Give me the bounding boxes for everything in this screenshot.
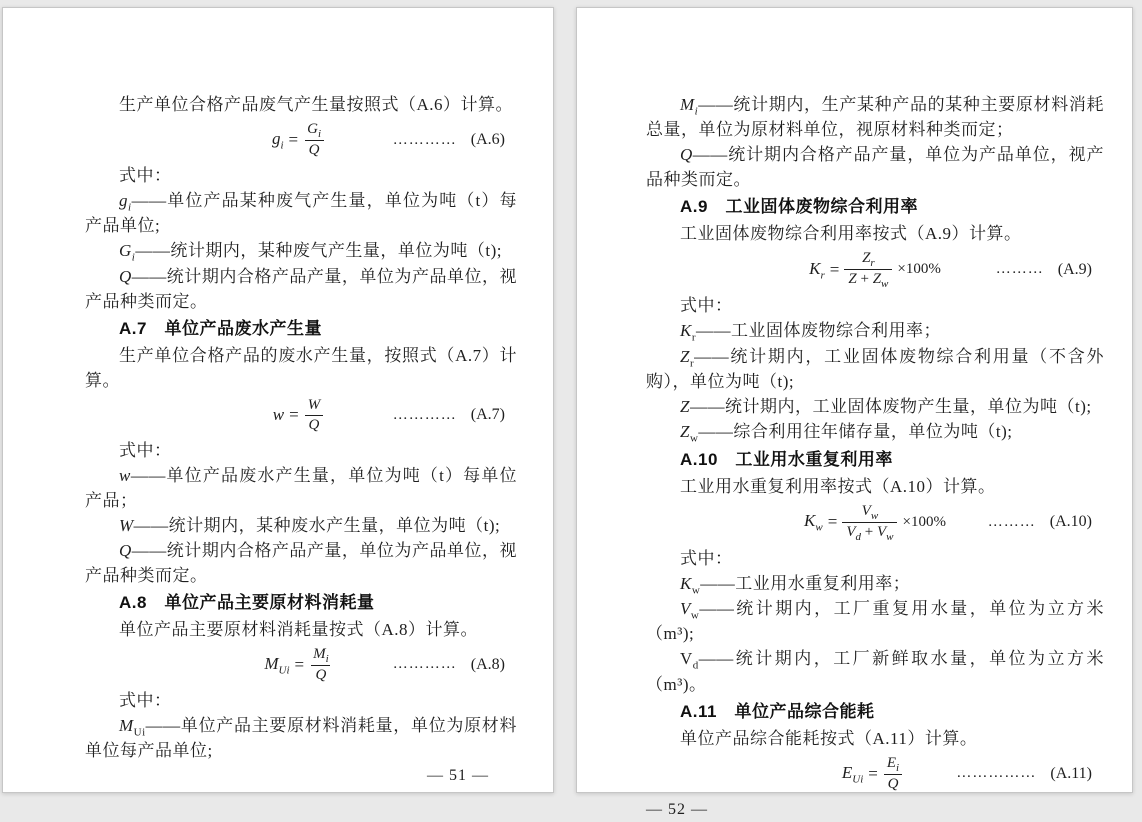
dot-leaders: ………… bbox=[392, 656, 457, 673]
formula-token: Z bbox=[680, 346, 690, 366]
formula-a9 bbox=[646, 249, 1104, 290]
formula-token: w bbox=[691, 583, 701, 596]
formula-token: Z bbox=[872, 271, 882, 288]
fraction-denominator bbox=[311, 665, 330, 685]
definition-line bbox=[646, 419, 1104, 444]
formula-token: M bbox=[264, 653, 279, 673]
formula-token: M bbox=[680, 95, 695, 114]
formula-label: (A.6) bbox=[470, 131, 505, 148]
formula-token: K bbox=[804, 510, 816, 530]
formula-token: Ui bbox=[278, 663, 290, 676]
definition-line bbox=[85, 238, 517, 263]
definition-text: ——统计期内，某种废气产生量，单位为吨（t); bbox=[135, 241, 502, 261]
formula-token: r bbox=[820, 269, 825, 282]
definition-term bbox=[680, 649, 699, 672]
formula-tail bbox=[393, 131, 505, 149]
definition-term bbox=[119, 541, 132, 560]
definition-term bbox=[680, 321, 697, 344]
formula-token: g bbox=[119, 191, 128, 210]
definition-text: ——单位产品废水产生量，单位为吨（t）每单位产品； bbox=[85, 465, 517, 510]
formula-token: V bbox=[846, 523, 856, 540]
formula-expression bbox=[809, 249, 941, 290]
formula-lhs bbox=[809, 259, 825, 281]
formula-token: i bbox=[317, 128, 322, 140]
dot-leaders: …………… bbox=[956, 765, 1037, 782]
section-heading-a7: A.7 单位产品废水产生量 bbox=[119, 318, 322, 338]
definition-line bbox=[85, 264, 517, 314]
formula-expression bbox=[842, 754, 908, 794]
definition-term bbox=[680, 346, 695, 370]
definition-line bbox=[85, 513, 517, 538]
formula-expression bbox=[804, 502, 946, 543]
formula-token: d bbox=[855, 530, 861, 543]
equals-sign: = bbox=[294, 654, 305, 674]
formula-token: M bbox=[119, 715, 134, 735]
formula-token: w bbox=[886, 530, 894, 543]
definition-line bbox=[85, 463, 517, 513]
definition-text: ——统计期内，工厂重复用水量，单位为立方米（m³); bbox=[646, 598, 1104, 644]
paragraph: 式中： bbox=[119, 440, 172, 460]
definition-line bbox=[646, 318, 1104, 343]
paragraph: 生产单位合格产品的废水产生量，按照式（A.7）计算。 bbox=[85, 345, 517, 390]
dot-leaders: ……… bbox=[987, 513, 1036, 530]
formula-suffix: ×100% bbox=[897, 261, 941, 278]
formula-tail bbox=[996, 261, 1092, 279]
formula-tail bbox=[393, 406, 505, 424]
fraction-numerator bbox=[304, 396, 325, 415]
fraction-denominator bbox=[844, 269, 892, 290]
formula-token: E bbox=[841, 762, 853, 782]
page-number: — 52 — bbox=[646, 800, 708, 818]
fraction bbox=[842, 502, 897, 543]
definition-text: ——统计期内，工厂新鲜取水量，单位为立方米（m³)。 bbox=[646, 649, 1104, 694]
formula-token: V bbox=[680, 649, 693, 669]
dot-leaders: ……… bbox=[995, 261, 1044, 278]
formula-label: (A.7) bbox=[470, 406, 505, 424]
fraction bbox=[883, 754, 903, 794]
formula-token: Q bbox=[887, 775, 899, 792]
formula-a10 bbox=[646, 502, 1104, 543]
formula-label: (A.10) bbox=[1049, 513, 1092, 531]
page-52 bbox=[576, 7, 1133, 818]
fraction bbox=[309, 645, 333, 685]
equals-sign: = bbox=[827, 512, 838, 532]
definition-text: ——工业用水重复利用率； bbox=[700, 573, 911, 593]
paragraph: 式中： bbox=[119, 690, 172, 710]
formula-token: r bbox=[870, 257, 875, 270]
formula-lhs bbox=[804, 511, 823, 533]
formula-token: M bbox=[313, 645, 326, 662]
section-heading-a10: A.10 工业用水重复利用率 bbox=[680, 449, 893, 469]
formula-token: V bbox=[680, 598, 691, 618]
definition-term bbox=[119, 715, 146, 739]
formula-token: d bbox=[692, 659, 699, 672]
formula-token: w bbox=[815, 521, 823, 534]
formula-token: Z bbox=[680, 397, 690, 417]
formula-token: i bbox=[694, 105, 699, 118]
definition-text: ——综合利用往年储存量，单位为吨（t); bbox=[698, 422, 1013, 442]
formula-tail bbox=[988, 513, 1092, 531]
formula-token: w bbox=[119, 465, 131, 485]
formula-token: K bbox=[680, 321, 692, 341]
fraction-numerator bbox=[858, 249, 879, 269]
formula-lhs bbox=[264, 654, 289, 676]
paragraph: 式中： bbox=[680, 548, 733, 568]
formula-token: K bbox=[809, 258, 821, 278]
formula-label: (A.9) bbox=[1057, 260, 1092, 278]
definition-text: ——单位产品主要原材料消耗量，单位为原材料单位每产品单位; bbox=[85, 715, 517, 761]
paragraph: 工业用水重复利用率按式（A.10）计算。 bbox=[680, 476, 996, 496]
formula-token: Q bbox=[119, 540, 132, 560]
formula-token: w bbox=[870, 509, 879, 522]
paragraph: 工业固体废物综合利用率按式（A.9）计算。 bbox=[680, 224, 1022, 244]
formula-token: i bbox=[128, 201, 132, 214]
fraction-numerator bbox=[309, 645, 333, 665]
definition-line bbox=[646, 596, 1104, 646]
fraction-denominator bbox=[305, 140, 324, 160]
definition-term bbox=[680, 397, 690, 416]
definition-line bbox=[646, 394, 1104, 419]
formula-token: w bbox=[690, 609, 700, 622]
formula-tail bbox=[956, 765, 1092, 783]
definition-text: ——统计期内，某种废水产生量，单位为吨（t); bbox=[133, 515, 501, 535]
formula-token: Z bbox=[680, 422, 690, 442]
formula-token: K bbox=[680, 573, 692, 593]
formula-label: (A.11) bbox=[1050, 764, 1092, 782]
formula-token: V bbox=[861, 502, 871, 519]
equals-sign: = bbox=[288, 130, 299, 149]
definition-term bbox=[680, 573, 701, 596]
formula-token: Q bbox=[119, 266, 132, 286]
formula-token: W bbox=[119, 515, 134, 535]
paragraph: 式中： bbox=[119, 166, 172, 185]
formula-token: Q bbox=[315, 666, 327, 683]
paragraph: 生产单位合格产品废气产生量按照式（A.6）计算。 bbox=[119, 95, 514, 114]
formula-token: G bbox=[307, 121, 318, 137]
definition-line bbox=[85, 538, 517, 588]
equals-sign: = bbox=[289, 405, 299, 425]
dot-leaders: ………… bbox=[392, 131, 457, 148]
definition-text: ——统计期内，生产某种产品的某种主要原材料消耗总量，单位为原材料单位，视原材料种类而定； bbox=[646, 95, 1104, 140]
definition-line bbox=[85, 188, 517, 238]
definition-line bbox=[646, 571, 1104, 596]
fraction-denominator bbox=[842, 522, 897, 543]
definition-line bbox=[85, 713, 517, 763]
definition-term bbox=[680, 95, 699, 118]
formula-token: i bbox=[325, 652, 329, 665]
definition-term bbox=[119, 516, 134, 535]
definition-term bbox=[680, 598, 700, 622]
definition-term bbox=[119, 241, 136, 264]
formula-token: + bbox=[861, 523, 877, 540]
formula-label: (A.8) bbox=[470, 655, 505, 673]
section-heading-a8: A.8 单位产品主要原材料消耗量 bbox=[119, 592, 375, 612]
definition-text: ——统计期内合格产品产量，单位为产品单位，视产品种类而定。 bbox=[85, 266, 517, 311]
formula-expression bbox=[273, 396, 329, 435]
formula-token: + bbox=[856, 271, 873, 288]
formula-token: Z bbox=[848, 271, 857, 288]
formula-token: Q bbox=[680, 145, 693, 165]
definition-text: ——统计期内合格产品产量，单位为产品单位，视产品种类而定。 bbox=[646, 145, 1104, 190]
equals-sign: = bbox=[868, 763, 878, 783]
definition-text: ——统计期内合格产品产量，单位为产品单位，视产品种类而定。 bbox=[85, 540, 517, 585]
definition-text: ——统计期内，工业固体废物综合利用量（不含外购），单位为吨（t); bbox=[646, 346, 1104, 392]
formula-expression bbox=[264, 645, 337, 685]
formula-token: W bbox=[307, 396, 321, 413]
fraction-denominator bbox=[884, 774, 903, 794]
section-heading-a11: A.11 单位产品综合能耗 bbox=[680, 701, 875, 721]
formula-a11 bbox=[646, 754, 1104, 794]
formula-suffix: ×100% bbox=[902, 513, 946, 530]
definition-text: ——工业固体废物综合利用率； bbox=[696, 321, 942, 341]
formula-token: i bbox=[280, 139, 284, 152]
definition-text: ——统计期内，工业固体废物产生量，单位为吨（t); bbox=[689, 397, 1092, 417]
formula-token: Z bbox=[862, 250, 871, 267]
formula-token: i bbox=[131, 251, 136, 264]
formula-token: r bbox=[689, 357, 695, 370]
paragraph: 单位产品综合能耗按式（A.11）计算。 bbox=[680, 728, 978, 748]
definition-term bbox=[680, 422, 699, 445]
formula-token: g bbox=[271, 128, 281, 148]
formula-token: V bbox=[876, 523, 887, 540]
definition-term bbox=[119, 267, 132, 286]
equals-sign: = bbox=[829, 259, 840, 279]
definition-text: ——单位产品某种废气产生量，单位为吨（t）每产品单位; bbox=[85, 191, 517, 236]
formula-lhs bbox=[272, 129, 284, 151]
page-51 bbox=[2, 7, 554, 793]
dot-leaders: ………… bbox=[392, 406, 457, 423]
formula-token: w bbox=[689, 432, 699, 445]
formula-token: G bbox=[119, 241, 132, 261]
definition-line bbox=[646, 142, 1104, 192]
paragraph: 式中： bbox=[680, 296, 733, 316]
formula-token: E bbox=[886, 754, 897, 771]
definition-term bbox=[119, 191, 132, 214]
formula-token: Ui bbox=[133, 726, 146, 739]
formula-token: w bbox=[881, 278, 889, 291]
fraction bbox=[844, 249, 892, 290]
paragraph: 单位产品主要原材料消耗量按式（A.8）计算。 bbox=[119, 619, 479, 639]
formula-a6 bbox=[85, 120, 517, 160]
formula-token: r bbox=[691, 331, 697, 344]
formula-token: Q bbox=[308, 416, 320, 433]
formula-token: i bbox=[896, 761, 900, 774]
formula-lhs bbox=[273, 405, 284, 425]
definition-term bbox=[119, 466, 131, 485]
formula-a7 bbox=[85, 396, 517, 435]
formula-lhs bbox=[842, 763, 863, 785]
fraction-numerator bbox=[883, 754, 903, 774]
definition-line bbox=[646, 344, 1104, 394]
fraction-numerator bbox=[303, 120, 325, 140]
formula-token: w bbox=[272, 405, 285, 425]
definition-line bbox=[646, 646, 1104, 696]
formula-token: Ui bbox=[852, 772, 864, 785]
formula-expression bbox=[272, 120, 330, 160]
formula-token: Q bbox=[308, 142, 320, 158]
formula-a8 bbox=[85, 645, 517, 685]
formula-tail bbox=[393, 656, 505, 674]
fraction-numerator bbox=[858, 502, 883, 522]
section-heading-a9: A.9 工业固体废物综合利用率 bbox=[680, 197, 918, 217]
fraction bbox=[303, 120, 325, 160]
definition-line bbox=[646, 92, 1104, 142]
fraction bbox=[304, 396, 325, 435]
page-number: — 51 — bbox=[427, 767, 489, 785]
fraction-denominator bbox=[305, 415, 324, 435]
definition-term bbox=[680, 145, 693, 164]
